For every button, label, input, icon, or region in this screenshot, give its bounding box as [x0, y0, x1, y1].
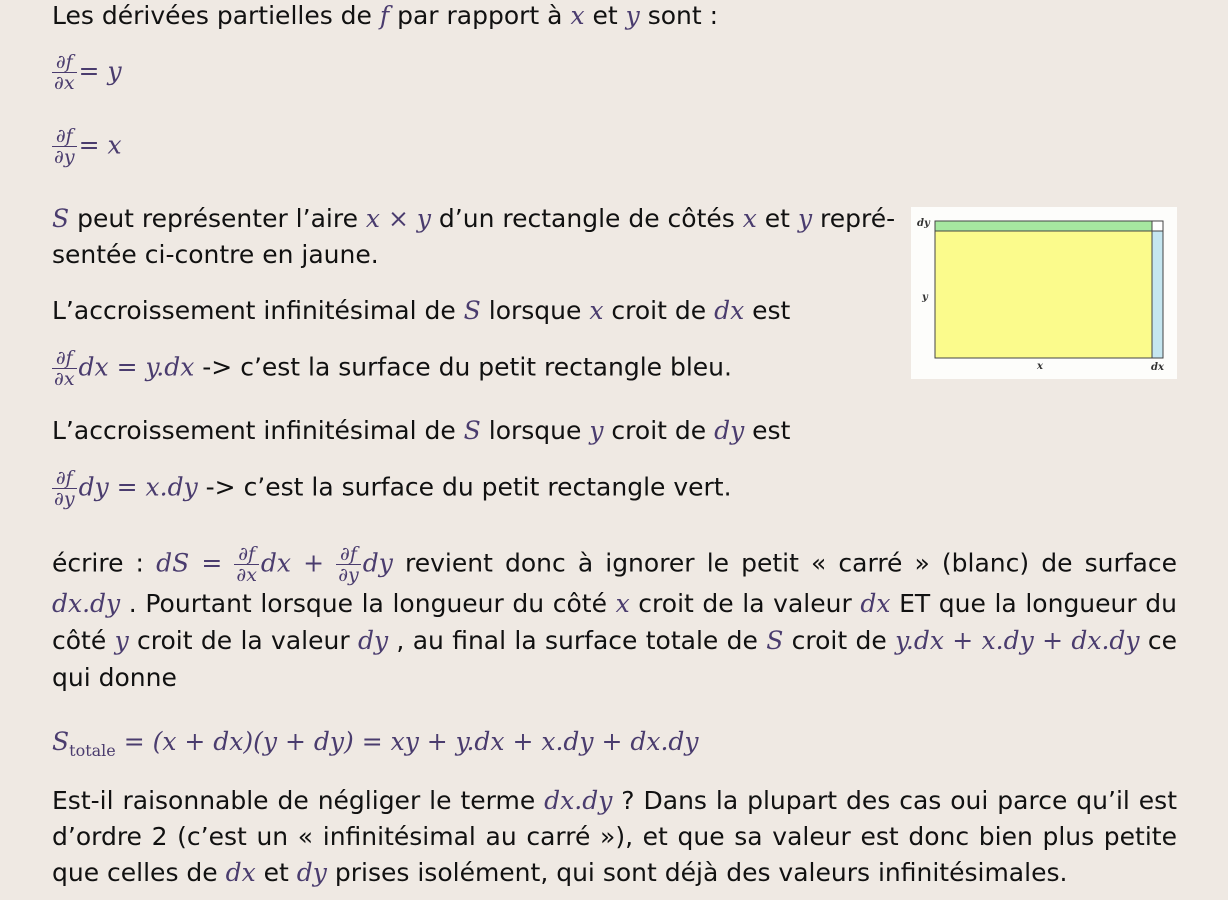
label-dx: dx	[1151, 362, 1164, 373]
area-paragraph-line1: S peut représenter l’aire x × y d’un rectangle de côtés x et y repré-	[52, 204, 896, 233]
increment-x-text: L’accroissement infinitésimal de S lorsque x croit de dx est	[52, 296, 791, 325]
increment-x-formula: $\frac{\partial f}{\partial x}$ dx = y.dx -> c’est la surface du petit rectangle bleu.	[54, 347, 732, 390]
rectangle-diagram	[911, 207, 1177, 379]
partial-derivative-x: $\frac{\partial f}{\partial x}$ = y	[54, 51, 122, 94]
area-paragraph-line2: sentée ci-contre en jaune.	[52, 240, 379, 269]
fraction: $\frac{\partial f}{\partial y}$	[54, 125, 75, 168]
label-y: y	[922, 292, 928, 303]
partial-derivative-y: $\frac{\partial f}{\partial y}$ = x	[54, 125, 122, 168]
fraction: $\frac{\partial f}{\partial y}$	[54, 467, 75, 510]
white-square	[1152, 221, 1163, 231]
blue-rectangle	[1152, 231, 1163, 358]
green-rectangle	[935, 221, 1152, 231]
intro-line: Les dérivées partielles de f par rapport à x et y sont :	[52, 1, 719, 30]
increment-y-formula: $\frac{\partial f}{\partial y}$ dy = x.dy -> c’est la surface du petit rectangle vert.	[54, 467, 732, 510]
fraction: $\frac{\partial f}{\partial x}$	[54, 51, 75, 94]
increment-y-text: L’accroissement infinitésimal de S lorsque y croit de dy est	[52, 416, 791, 445]
label-dy: dy	[917, 218, 930, 229]
yellow-rectangle	[935, 231, 1152, 358]
rectangle-figure	[911, 207, 1177, 379]
fraction: $\frac{\partial f}{\partial y}$	[338, 543, 359, 586]
final-paragraph: Est-il raisonnable de négliger le terme dx.dy ? Dans la plupart des cas oui parce qu’il est d’ordre 2 (c’est un « infinitésimal au carré »), et que sa valeur est donc bien plus petite que celles de dx et dy prises isolément, qui sont déjà des valeurs infinitésimales.	[52, 786, 1177, 887]
ds-paragraph: écrire : dS = $\frac{\partial f}{\partial x}$ dx + $\frac{\partial f}{\partial y}$ dy revient donc à ignorer le petit « carré » (blanc) de surface dx.dy . Pourtant lorsque la longueur du côté x croit de la valeur dx ET que la longueur du côté y croit de la valeur dy , au final la surface totale de S croit de y.dx + x.dy + dx.dy ce qui donne	[52, 543, 1178, 692]
fraction: $\frac{\partial f}{\partial x}$	[236, 543, 257, 586]
label-x: x	[1037, 361, 1043, 372]
fraction: $\frac{\partial f}{\partial x}$	[54, 347, 75, 390]
total-surface-equation: $S_{totale} = (x + dx)(y + dy)$ = xy + y.dx + x.dy + dx.dy	[52, 727, 699, 760]
